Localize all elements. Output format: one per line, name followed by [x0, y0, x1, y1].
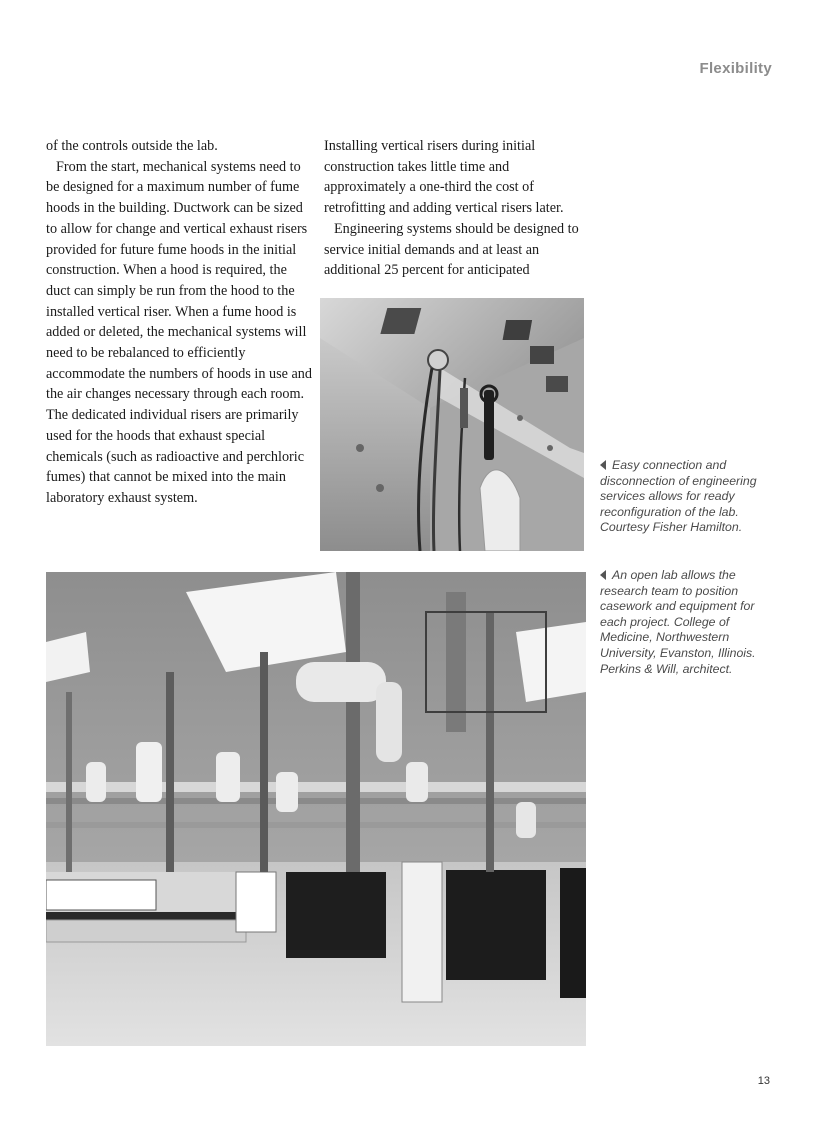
caption-arrow-icon [600, 460, 606, 470]
paragraph: Installing vertical risers during initial construction takes little time and approximately a one-third the cost of retrofitting and adding vertical risers later. [324, 138, 564, 217]
section-title: Flexibility [699, 60, 772, 77]
page-number: 13 [757, 1075, 770, 1087]
open-lab-illustration [46, 572, 586, 1046]
paragraph: of the controls outside the lab. [46, 138, 218, 154]
open-lab-photo [46, 572, 586, 1046]
service-connection-photo [320, 298, 584, 551]
body-column-middle [324, 136, 594, 281]
caption-text: Easy connection and disconnection of engineering services allows for ready reconfiguration of the lab. Courtesy Fisher Hamilton. [600, 458, 757, 535]
riser-photo-caption [600, 458, 775, 536]
caption-text: An open lab allows the research team to position casework and equipment for each project. College of Medicine, Northwestern University, Evanston, Illinois. Perkins & Will, architect. [600, 568, 756, 676]
caption-arrow-icon [600, 570, 606, 580]
paragraph: Engineering systems should be designed to service initial demands and at least an additional 25 percent for anticipated [324, 220, 579, 279]
lab-photo-caption [600, 568, 775, 677]
service-connection-illustration [320, 298, 584, 551]
body-column-left [46, 136, 314, 509]
paragraph: From the start, mechanical systems need to be designed for a maximum number of fume hoods in the building. Ductwork can be sized to allow for change and vertical exhaust risers provided for future fume hoods in the initial construction. When a hood is required, the duct can simply be run from the hood to the installed vertical riser. When a fume hood is added or deleted, the mechanical systems will need to be rebalanced to efficiently accommodate the numbers of hoods in use and the air changes necessary through each room. The dedicated individual risers are primarily used for the hoods that exhaust special chemicals (such as radioactive and perchloric fumes) that cannot be mixed into the main laboratory exhaust system. [46, 158, 312, 506]
